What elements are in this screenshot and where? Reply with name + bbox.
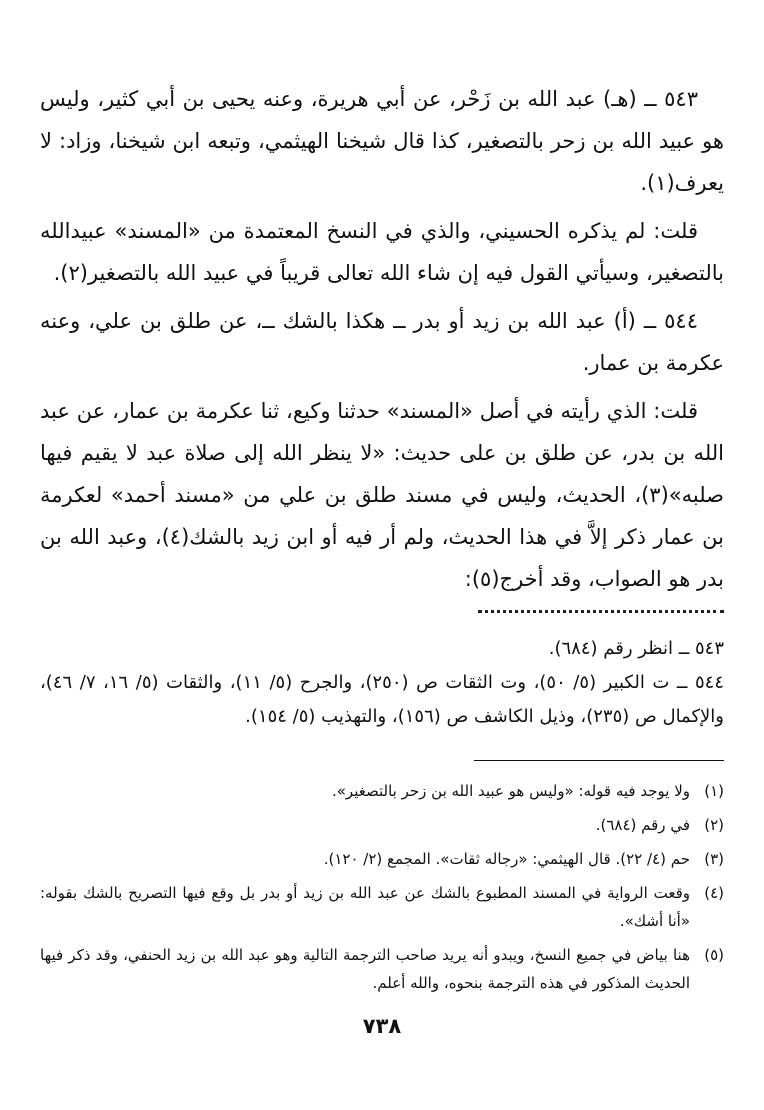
footnote-text: هنا بياض في جميع النسخ، ويبدو أنه يريد صاحب الترجمة التالية وهو عبد الله بن زيد الحنفي، وقد ذكر فيها الحديث المذكور في هذه الترجمة بنحوه، والله أعلم. bbox=[40, 946, 690, 992]
footnote-item bbox=[40, 845, 724, 873]
note-544: قلت: الذي رأيته في أصل «المسند» حدثنا وكيع، ثنا عكرمة بن عمار، عن عبد الله بن بدر، عن طلق بن على حديث: «لا ينظر الله إلى صلاة عبد لا يقيم فيها صلبه»(٣)، الحديث، وليس في مسند طلق بن علي من «مسند أحمد» لعكرمة بن عمار ذكر إلاَّ في هذا الحديث، ولم أر فيه أو ابن زيد بالشك(٤)، وعبد الله بن بدر هو الصواب، وقد أخرج(٥): bbox=[40, 399, 724, 591]
footnote-item bbox=[40, 777, 724, 805]
footnote-text: حم (٤/ ٢٢). قال الهيثمي: «رجاله ثقات». المجمع (٢/ ١٢٠). bbox=[323, 850, 690, 868]
source-543: ٥٤٣ ــ انظر رقم (٦٨٤). bbox=[548, 638, 724, 659]
footnote-text: ولا يوجد فيه قوله: «وليس هو عبيد الله بن زحر بالتصغير». bbox=[331, 782, 690, 800]
footnote-text: وقعت الرواية في المسند المطبوع بالشك عن عبد الله بن زيد أو بدر بل وقع فيها التصريح بالشك بقوله: «أنا أشك». bbox=[40, 884, 690, 930]
note-543: قلت: لم يذكره الحسيني، والذي في النسخ المعتمدة من «المسند» عبيدالله بالتصغير، وسيأتي القول فيه إن شاء الله تعالى قريباً في عبيد الله بالتصغير(٢). bbox=[40, 219, 724, 285]
footnote-number: (٣) bbox=[704, 850, 724, 868]
sources-block bbox=[40, 632, 724, 734]
footnote-number: (٤) bbox=[704, 884, 724, 902]
footnotes-block bbox=[40, 777, 724, 997]
entry-544: ٥٤٤ ــ (أ) عبد الله بن زيد أو بدر ــ هكذا بالشك ــ، عن طلق بن علي، وعنه عكرمة بن عمار. bbox=[40, 309, 724, 375]
page-number: ٧٣٨ bbox=[362, 1014, 402, 1038]
footnote-number: (٢) bbox=[704, 816, 724, 834]
footnote-item bbox=[40, 811, 724, 839]
main-text bbox=[40, 78, 724, 600]
page-body bbox=[40, 78, 724, 1003]
footnote-item bbox=[40, 879, 724, 935]
dotted-separator bbox=[40, 606, 724, 630]
footnote-text: في رقم (٦٨٤). bbox=[595, 816, 690, 834]
footnote-item bbox=[40, 941, 724, 997]
footnote-number: (١) bbox=[704, 782, 724, 800]
footnote-number: (٥) bbox=[704, 946, 724, 964]
source-544: ٥٤٤ ــ ت الكبير (٥/ ٥٠)، وت الثقات ص (٢٥٠)، والجرح (٥/ ١١)، والثقات (٥/ ١٦، ٧/ ٤٦)، والإكمال ص (٢٣٥)، وذيل الكاشف ص (١٥٦)، والتهذيب (٥/ ١٥٤). bbox=[40, 672, 724, 727]
footnote-divider bbox=[474, 760, 724, 761]
entry-543: ٥٤٣ ــ (هـ) عبد الله بن زَحْر، عن أبي هريرة، وعنه يحيى بن أبي كثير، وليس هو عبيد الله بن زحر بالتصغير، كذا قال شيخنا الهيثمي، وتبعه ابن شيخنا، وزاد: لا يعرف(١). bbox=[40, 87, 724, 195]
